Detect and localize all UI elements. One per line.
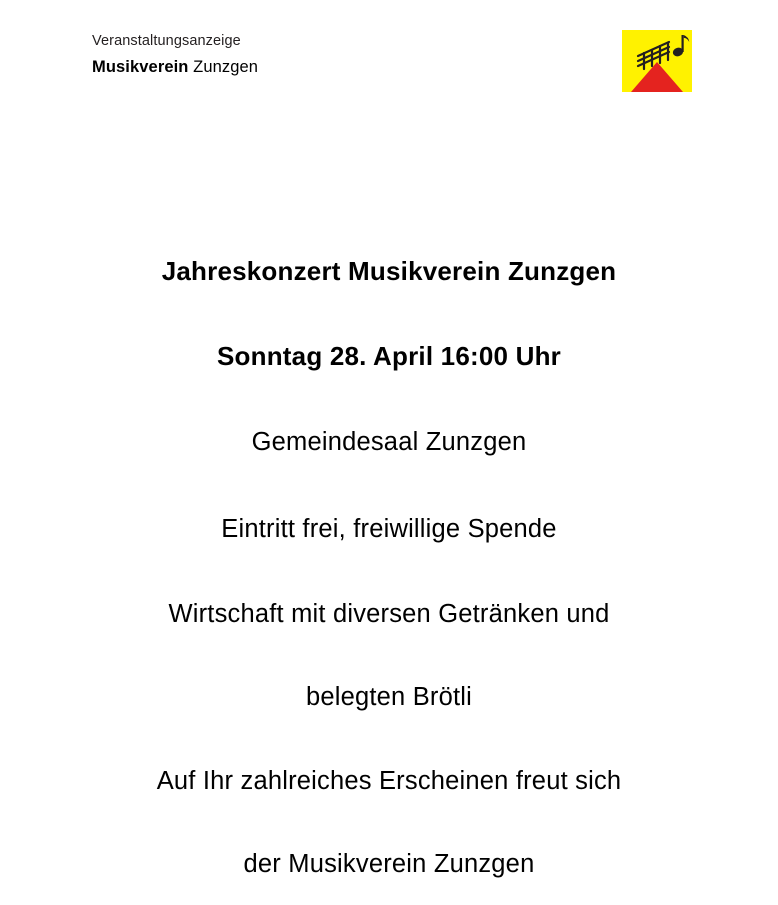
announcement-title: Jahreskonzert Musikverein Zunzgen [161,256,617,286]
header-text-block [92,30,258,76]
music-note-icon [622,30,692,92]
organisation-name-light: Zunzgen [188,57,259,76]
announcement-catering-line-2: belegten Brötli [305,683,473,712]
announcement-venue: Gemeindesaal Zunzgen [251,428,527,456]
organisation-name [92,58,258,76]
announcement-catering-line-1: Wirtschaft mit diversen Getränken und [168,600,610,629]
eighth-note-icon [672,35,690,58]
announcement-body [60,255,718,881]
announcement-closing-line-1: Auf Ihr zahlreiches Erscheinen freut sich [156,766,622,795]
announcement-datetime: Sonntag 28. April 16:00 Uhr [217,340,561,371]
announcement-closing-line-2: der Musikverein Zunzgen [243,849,535,878]
organisation-name-strong: Musikverein [92,57,189,76]
announcement-admission: Eintritt frei, freiwillige Spende [221,515,557,544]
document-header [92,30,692,92]
musikverein-logo [622,30,692,92]
document-kicker: Veranstaltungsanzeige [92,33,241,49]
